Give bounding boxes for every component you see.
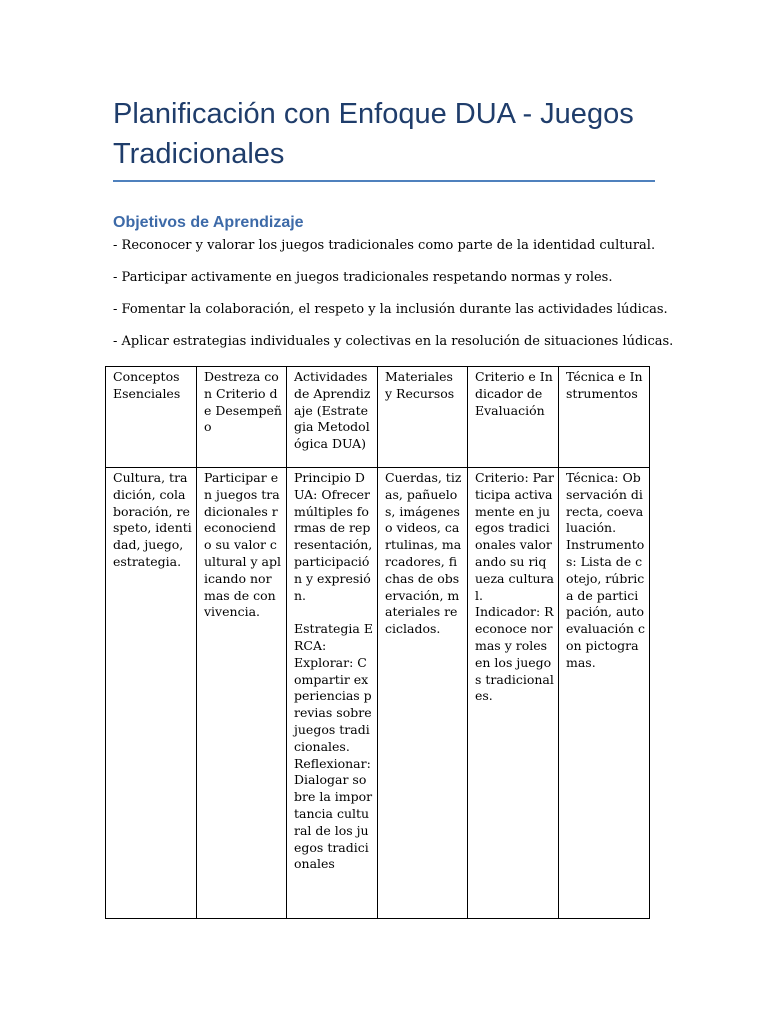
table-row bbox=[106, 468, 650, 919]
header-conceptos: Conceptos Esenciales bbox=[106, 367, 197, 468]
page-title: Planificación con Enfoque DUA - Juegos Tradicionales bbox=[113, 98, 634, 170]
table-header-row bbox=[106, 367, 650, 468]
objective-item: - Fomentar la colaboración, el respeto y la inclusión durante las actividades lúdicas. bbox=[113, 302, 668, 317]
planning-table bbox=[105, 366, 650, 919]
objective-item: - Aplicar estrategias individuales y colectivas en la resolución de situaciones lúdicas. bbox=[113, 334, 674, 349]
objectives-list bbox=[113, 236, 673, 364]
header-tecnica: Técnica e Instrumentos bbox=[559, 367, 650, 468]
cell-tecnica: Técnica: Observación directa, coevaluación. Instrumentos: Lista de cotejo, rúbrica de participación, autoevaluación con pictogramas. bbox=[559, 468, 650, 919]
header-criterio: Criterio e Indicador de Evaluación bbox=[468, 367, 559, 468]
cell-materiales: Cuerdas, tizas, pañuelos, imágenes o videos, cartulinas, marcadores, fichas de observación, materiales reciclados. bbox=[378, 468, 468, 919]
title-divider bbox=[113, 180, 655, 182]
header-destreza: Destreza con Criterio de Desempeño bbox=[197, 367, 287, 468]
cell-criterio: Criterio: Participa activamente en juegos tradicionales valorando su riqueza cultural. Indicador: Reconoce normas y roles en los juegos tradicionales. bbox=[468, 468, 559, 919]
cell-conceptos: Cultura, tradición, colaboración, respeto, identidad, juego, estrategia. bbox=[106, 468, 197, 919]
objective-item: - Participar activamente en juegos tradicionales respetando normas y roles. bbox=[113, 270, 613, 285]
header-materiales: Materiales y Recursos bbox=[378, 367, 468, 468]
section-heading: Objetivos de Aprendizaje bbox=[113, 214, 304, 231]
header-actividades: Actividades de Aprendizaje (Estrategia Metodológica DUA) bbox=[287, 367, 378, 468]
cell-destreza: Participar en juegos tradicionales reconociendo su valor cultural y aplicando normas de convivencia. bbox=[197, 468, 287, 919]
objective-item: - Reconocer y valorar los juegos tradicionales como parte de la identidad cultural. bbox=[113, 238, 656, 253]
cell-actividades: Principio DUA: Ofrecer múltiples formas de representación, participación y expresión. Estrategia ERCA: Explorar: Compartir experiencias previas sobre juegos tradicionales. Reflexionar: Dialogar sobre la importancia cultural de los juegos tradicionales bbox=[287, 468, 378, 919]
